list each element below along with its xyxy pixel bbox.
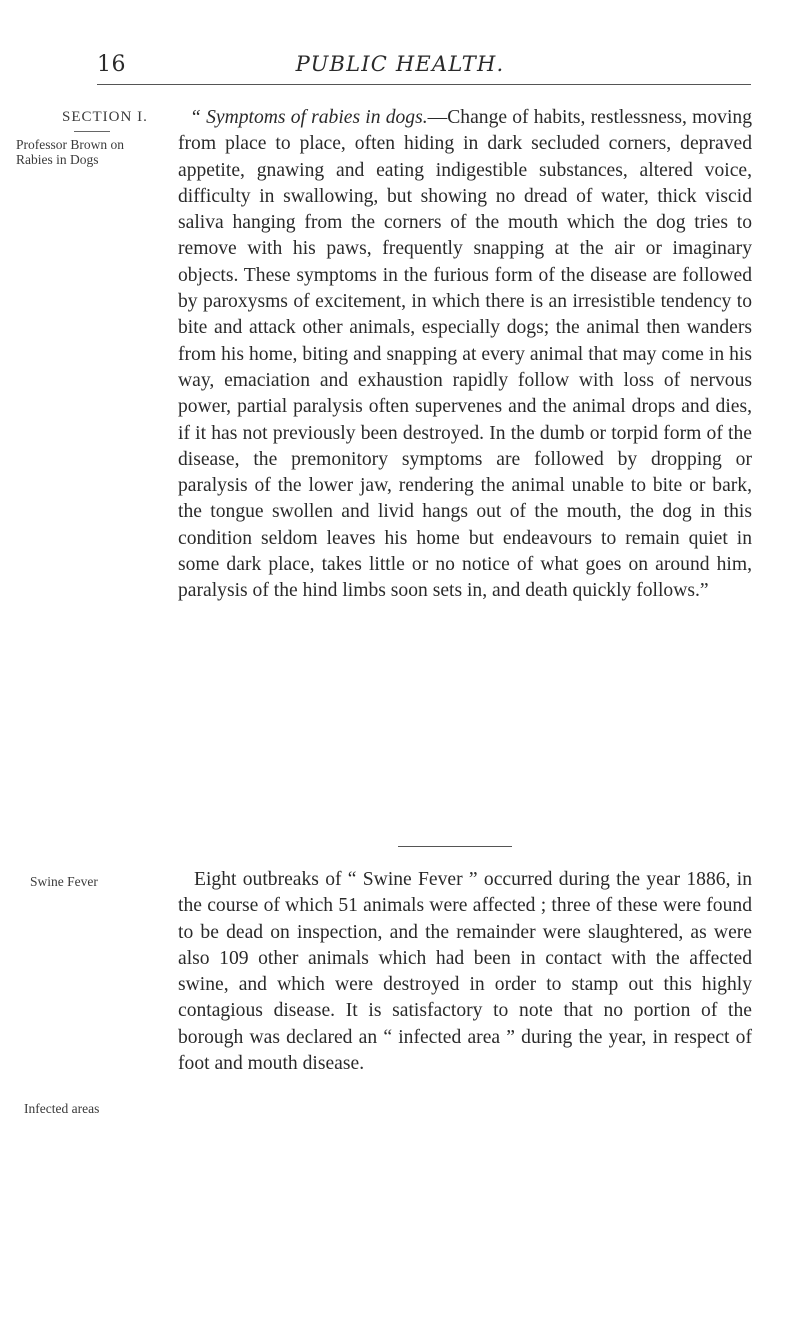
section-underline xyxy=(74,131,110,132)
running-head: PUBLIC HEALTH. xyxy=(295,52,505,76)
header-rule xyxy=(97,84,751,85)
margin-note-infected: Infected areas xyxy=(24,1101,100,1116)
paragraph-swine-fever: Eight outbreaks of “ Swine Fever ” occurred during the year 1886, in the course of which 51 animals were affected ; three of these were found to be dead on inspection, and the remainder were slaughtered, as were also 109 other animals which had been in contact with the affected swine, and which were destroyed in order to stamp out this highly contagious disease. It is satisfactory to note that no portion of the borough was declared an “ infected area ” during the year, in respect of foot and mouth disease. xyxy=(178,869,752,1075)
margin-note-rabies: Professor Brown on Rabies in Dogs xyxy=(16,137,124,167)
page-number: 16 xyxy=(97,52,126,77)
paragraph-rabies-symptoms xyxy=(178,105,752,605)
quote-text: —Change of habits, restlessness, moving from place to place, often hiding in dark secluded corners, depraved appetite, gnawing and eating indigestible substances, altered voice, difficulty in swallowing, but showing no dread of water, thick viscid saliva hanging from the corners of the mouth which the dog tries to remove with his paws, frequently snapping at the air or imaginary objects. These symptoms in the furious form of the disease are followed by paroxysms of excitement, in which there is an irresistible tendency to bite and attack other animals, especially dogs; the animal then wanders from his home, biting and snapping at every animal that may come in his way, emaciation and exhaustion rapidly follow with loss of nervous power, partial paralysis often supervenes and the animal drops and dies, if it has not previously been destroyed. In the dumb or torpid form of the disease, the premonitory symptoms are followed by dropping or paralysis of the lower jaw, rendering the animal unable to bite or bark, the tongue swollen and livid hangs out of the mouth, the dog in this condition seldom leaves his home but endeavours to remain quiet in some dark place, takes little or no notice of what goes on around him, paralysis of the hind limbs soon sets in, and death quickly follows.” xyxy=(178,107,752,602)
quote-lead: “ Symptoms of rabies in dogs. xyxy=(190,107,428,128)
section-divider xyxy=(398,846,512,847)
section-label: SECTION I. xyxy=(62,109,148,125)
margin-note-swine: Swine Fever xyxy=(30,874,98,889)
